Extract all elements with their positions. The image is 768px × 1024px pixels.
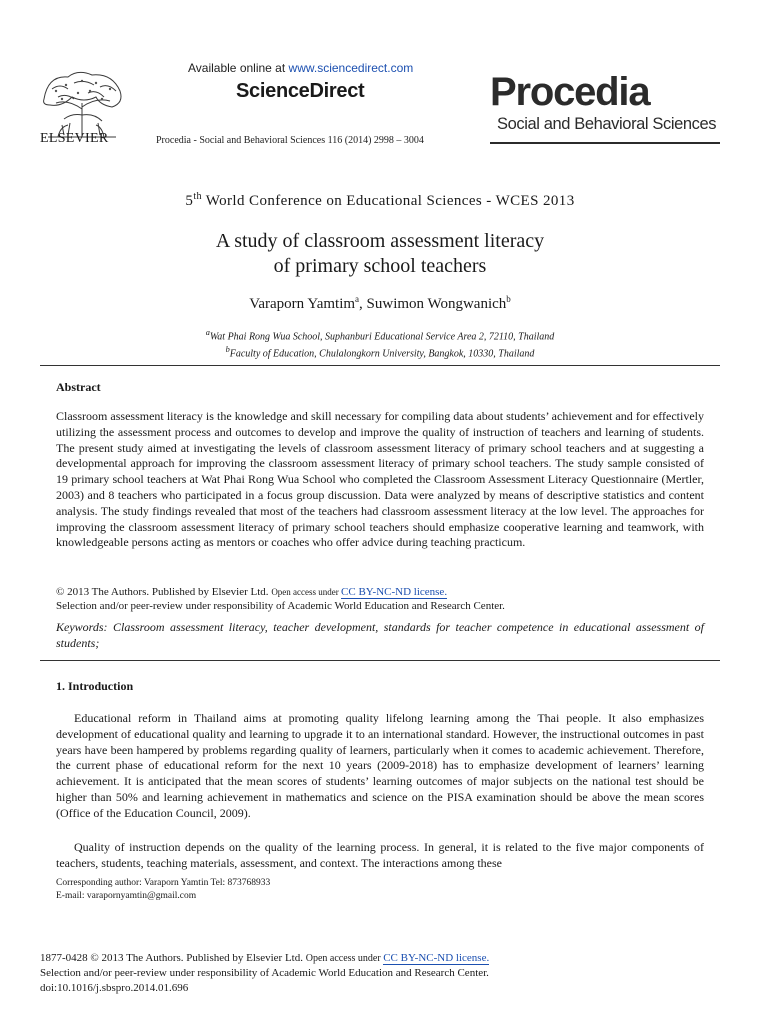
footer-license-link[interactable]: CC BY-NC-ND license. <box>383 952 490 964</box>
author-2-affiliation-mark: b <box>506 294 511 304</box>
author-separator: , <box>359 296 367 312</box>
available-online-line <box>188 61 413 75</box>
footer-open-access-label: Open access under <box>305 953 384 964</box>
author-1: Varaporn Yamtim <box>249 296 356 312</box>
introduction-heading: 1. Introduction <box>56 679 134 693</box>
footer-issn: 1877-0428 © 2013 The Authors. Published by Elsevier Ltd. <box>40 952 306 964</box>
article-title <box>40 229 720 279</box>
affiliation-b-text: Faculty of Education, Chulalongkorn University, Bangkok, 10330, Thailand <box>229 348 535 360</box>
conference-ordinal: 5 <box>185 193 194 209</box>
license-link[interactable]: CC BY-NC-ND license. <box>341 586 448 598</box>
introduction-paragraph-1: Educational reform in Thailand aims at promoting quality lifelong learning among the Thai people. It also emphasizes development of educational quality and learning to upgrade it to an international standard. However, the instructional outcomes in past years have been hampered by problems regarding quality of learners, particularly when it comes to academic achievement. Therefore, the current phase of educational reform for the next 10 years (2009-2018) has to emphasize development of learners’ learning achievement. It is anticipated that the mean scores of students’ learning outcomes of major subjects on the national test should be higher than 50% and learning achievement in mathematics and science on the PISA examination should be above the mean scores (Office of the Education Council, 2009). <box>56 711 704 820</box>
abstract-text: Classroom assessment literacy is the knowledge and skill necessary for compiling data about students’ achievement and for effectively utilizing the assessment process and outcomes to develop and improve the quality of instruction of teachers and learning of students. The present study aimed at investigating the levels of classroom assessment literacy of primary school teachers and at suggesting a developmental approach for improving the classroom assessment literacy of primary school teachers. The study sample consisted of 19 primary school teachers at Wat Phai Rong Wua School who completed the Classroom Assessment Literacy Questionnaire (Mertler, 2003) and 8 teachers who participated in a focus group discussion. Data were analyzed by means of descriptive statistics and content analysis. The study findings revealed that most of the teachers had classroom assessment literacy at the low level. The approaches for improving the classroom assessment literacy of primary school teachers should emphasize cooperative learning and teamwork, with knowledgeable persons acting as mentors or coaches who offer advice during teaching practicum. <box>56 409 704 550</box>
footer-doi[interactable]: doi:10.1016/j.sbspro.2014.01.696 <box>40 982 189 994</box>
footer-issn-line <box>40 951 489 966</box>
copyright-text: © 2013 The Authors. Published by Elsevier Ltd. <box>56 586 272 598</box>
journal-reference: Procedia - Social and Behavioral Sciences 116 (2014) 2998 – 3004 <box>156 135 424 146</box>
affiliations <box>40 326 720 361</box>
abstract-bottom-rule <box>40 660 720 661</box>
abstract-top-rule <box>40 365 720 366</box>
author-list <box>40 294 720 313</box>
article-title-line-2: of primary school teachers <box>273 255 487 277</box>
peer-review-line: Selection and/or peer-review under responsibility of Academic World Education and Research Center. <box>56 600 505 612</box>
affiliation-a-text: Wat Phai Rong Wua School, Suphanburi Educational Service Area 2, 72110, Thailand <box>209 331 555 343</box>
copyright-line <box>56 585 505 599</box>
article-title-line-1: A study of classroom assessment literacy <box>215 230 545 252</box>
journal-rule <box>490 142 720 144</box>
affiliation-b <box>40 343 720 360</box>
footer-peer-review: Selection and/or peer-review under responsibility of Academic World Education and Research Center. <box>40 967 489 979</box>
author-2: Suwimon Wongwanich <box>366 296 507 312</box>
available-online-label: Available online at <box>188 61 289 75</box>
page-footer <box>40 951 489 996</box>
conference-ordinal-suffix: th <box>193 191 202 202</box>
conference-line <box>40 191 720 210</box>
affiliation-a-mark: a <box>205 328 210 337</box>
email-line: E-mail: varapornyamtin@gmail.com <box>56 891 197 901</box>
author-1-affiliation-mark: a <box>355 294 360 304</box>
sciencedirect-logo: ScienceDirect <box>236 80 365 102</box>
journal-name: Procedia <box>490 70 650 114</box>
affiliation-a <box>40 326 720 343</box>
abstract-heading: Abstract <box>56 380 101 394</box>
abstract-copyright <box>56 585 505 613</box>
affiliation-b-mark: b <box>225 345 230 355</box>
publisher-wordmark: ELSEVIER <box>40 131 109 146</box>
conference-name: World Conference on Educational Sciences - WCES 2013 <box>201 193 575 209</box>
corresponding-author-line: Corresponding author: Varaporn Yamtin Tel: 873768933 <box>56 878 271 888</box>
sciencedirect-link[interactable]: www.sciencedirect.com <box>288 61 414 75</box>
corresponding-author-footnote <box>56 877 270 903</box>
keywords: Keywords: Classroom assessment literacy, teacher development, standards for teacher competence in educational assessment of students; <box>56 620 704 650</box>
open-access-label: Open access under <box>271 587 342 597</box>
journal-subtitle: Social and Behavioral Sciences <box>497 115 717 133</box>
introduction-paragraph-2: Quality of instruction depends on the quality of the learning process. In general, it is related to the five major components of teachers, students, teaching materials, assessment, and context. The interactions among these <box>56 840 704 870</box>
